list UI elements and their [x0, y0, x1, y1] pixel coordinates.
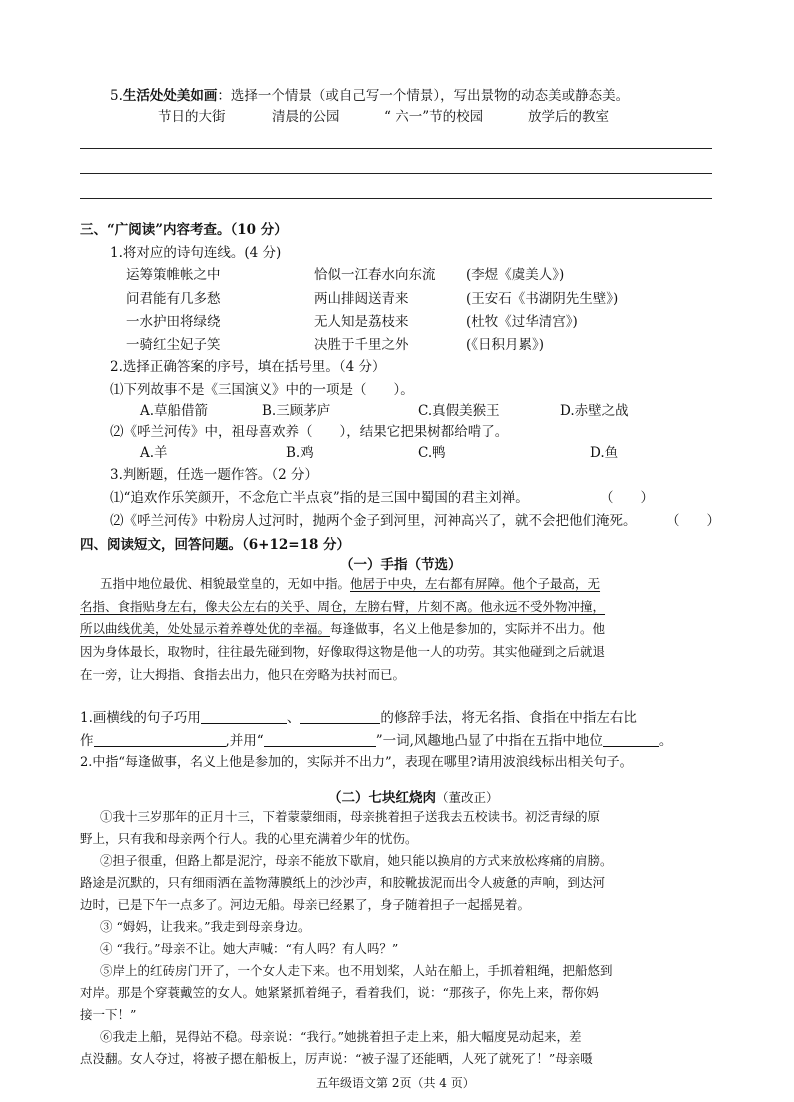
section-3-title: 三、“广阅读”内容考查。（10 分） — [80, 222, 288, 238]
answer-line[interactable] — [80, 148, 712, 149]
question-text: ”一词,风趣地凸显了中指在五指中地位 — [375, 733, 603, 749]
poem-left: 一水护田将绿绕 — [126, 314, 221, 330]
fill-blank[interactable] — [94, 732, 226, 747]
passage-1-line — [80, 598, 605, 616]
poem-right: 恰似一江春水向东流 — [314, 267, 436, 283]
passage-2-author: （董改正） — [436, 790, 499, 805]
sec3-q2b: ⑵《呼兰河传》中，祖母喜欢养（ ），结果它把果树都给啃了。 — [110, 424, 509, 440]
passage-1-title: （一）手指（节选） — [340, 557, 462, 573]
q2b-option: C.鸭 — [418, 445, 446, 461]
sec3-q2a: ⑴下列故事不是《三国演义》中的一项是（ ）。 — [110, 382, 414, 398]
poem-right: 决胜于千里之外 — [314, 337, 409, 353]
q2a-option: A.草船借箭 — [140, 403, 209, 419]
underlined-sentence: 他居于中央，左右都有屏障。他个子最高，无 — [350, 576, 601, 591]
passage-1-line — [100, 575, 600, 593]
passage-2-name: （二）七块红烧肉 — [328, 790, 436, 806]
page-footer: 五年级语文第 2页（共 4 页） — [316, 1076, 475, 1090]
underlined-sentence: 名指、食指贴身左右，像夫公左右的关乎、周仓，左膀右臂，片刻不离。他永远不受外物冲撞， — [80, 599, 606, 614]
answer-paren[interactable]: （ ） — [600, 490, 654, 506]
q2a-option: D.赤壁之战 — [560, 403, 629, 419]
q5-line — [110, 86, 629, 106]
passage-2-line: ②担子很重，但路上都是泥泞，母亲不能放下歇肩，她只能以换肩的方式来放松疼痛的肩膀。 — [100, 853, 613, 868]
q5-instruction: ：选择一个情景（或自己写一个情景），写出景物的动态美或静态美。 — [217, 88, 630, 104]
fill-blank[interactable] — [603, 732, 659, 747]
passage-1-line: 在一旁，让大拇指、食指去出力，他只在旁略为扶衬而已。 — [80, 667, 406, 682]
q2b-option: B.鸡 — [286, 445, 314, 461]
passage-2-line: 边时，已是下午一点多了。河边无船。母亲已经累了，身子随着担子一起摇晃着。 — [80, 897, 531, 912]
p1-q2: 2.中指“每逢做事，名义上他是参加的，实际并不出力”，表现在哪里?请用波浪线标出相关句子。 — [80, 755, 633, 770]
passage-text: 五指中地位最优、相貌最堂皇的，无如中指。 — [100, 576, 351, 591]
poem-left: 一骑红尘妃子笑 — [126, 337, 221, 353]
answer-line[interactable] — [80, 198, 712, 199]
q2a-option: B.三顾茅庐 — [262, 403, 331, 419]
passage-2-line: ④ “我行。”母亲不让。她大声喊：“有人吗？有人吗？” — [100, 941, 399, 956]
passage-2-line: 野上，只有我和母亲两个行人。我的心里充满着少年的忧伤。 — [80, 831, 418, 846]
passage-2-title — [328, 788, 499, 808]
passage-2-line: 对岸。那是个穿蓑戴笠的女人。她紧紧抓着绳子，看着我们，说：“那孩子，你先上来，帮你妈 — [80, 985, 599, 1000]
poem-right: 两山排闼送青来 — [314, 291, 409, 307]
passage-1-line — [80, 620, 605, 638]
p1-q1-line2 — [80, 731, 672, 751]
q5-prefix: 5. — [110, 88, 123, 104]
fill-blank[interactable] — [201, 709, 287, 724]
fill-blank[interactable] — [264, 732, 376, 747]
poem-source: (杜牧《过华清宫》) — [466, 314, 578, 330]
section-4-title: 四、阅读短文，回答问题。（6+12=18 分） — [80, 537, 351, 553]
answer-paren[interactable]: （ ） — [666, 513, 720, 529]
q2a-option: C.真假美猴王 — [418, 403, 500, 419]
question-text: 1.画横线的句子巧用 — [80, 710, 201, 726]
sec3-q3a: ⑴“追欢作乐笑颜开，不念危亡半点哀”指的是三国中蜀国的君主刘禅。 — [110, 490, 529, 506]
q5-option: “ 六一”节的校园 — [384, 109, 484, 125]
fill-blank[interactable] — [300, 709, 380, 724]
passage-2-line: ⑤岸上的红砖房门开了，一个女人走下来。也不用划桨，人站在船上，手抓着粗绳，把船悠到 — [100, 963, 613, 978]
q2b-option: A.羊 — [140, 445, 168, 461]
passage-2-line: 接一下！” — [80, 1007, 137, 1022]
poem-source: (王安石《书湖阴先生壁》) — [466, 291, 619, 307]
question-text: 作 — [80, 733, 94, 749]
question-text: 的修辞手法，将无名指、食指在中指左右比 — [380, 710, 637, 726]
passage-2-line: 点没翻。女人夺过，将被子摁在船板上，厉声说：“被子湿了还能晒，人死了就死了！”母亲嗫 — [80, 1051, 593, 1066]
question-text: ,并用“ — [225, 733, 264, 749]
passage-1-line: 因为身体最长，取物时，往往最先碰到物，好像取得这物是他一人的功劳。其实他碰到之后就退 — [80, 644, 606, 659]
sec3-q1: 1.将对应的诗句连线。(4 分) — [110, 245, 282, 261]
poem-left: 问君能有几多愁 — [126, 291, 221, 307]
underlined-sentence: 所以曲线优美，处处显示着养尊处优的幸福。 — [80, 621, 331, 636]
passage-2-line: ⑥我走上船，晃得站不稳。母亲说：“我行。”她挑着担子走上来，船大幅度晃动起来，差 — [100, 1029, 582, 1044]
p1-q1-line1 — [80, 708, 637, 728]
question-text: 。 — [658, 733, 673, 749]
poem-right: 无人知是荔枝来 — [314, 314, 409, 330]
q5-option: 清晨的公园 — [272, 109, 340, 125]
q5-option: 放学后的教室 — [528, 109, 609, 125]
q5-bold-title: 生活处处美如画 — [122, 88, 218, 104]
sec3-q3: 3.判断题，任选一题作答。（2 分） — [110, 467, 319, 483]
poem-source: (李煜《虞美人》) — [466, 267, 565, 283]
passage-2-line: ①我十三岁那年的正月十三，下着蒙蒙细雨，母亲挑着担子送我去五校读书。初泛青绿的原 — [100, 809, 601, 824]
sec3-q3b: ⑵《呼兰河传》中粉房人过河时，抛两个金子到河里，河神高兴了，就不会把他们淹死。 — [110, 513, 637, 529]
question-text: 、 — [286, 710, 301, 726]
poem-left: 运筹策帷帐之中 — [126, 267, 221, 283]
passage-2-line: ③ “姆妈，让我来。”我走到母亲身边。 — [100, 919, 311, 934]
answer-line[interactable] — [80, 173, 712, 174]
passage-2-line: 路途是沉默的，只有细雨洒在盖物薄膜纸上的沙沙声，和胶靴拔泥而出令人疲惫的声响，到达河 — [80, 875, 606, 890]
q2b-option: D.鱼 — [590, 445, 619, 461]
passage-text: 每逢做事，名义上他是参加的，实际并不出力。他 — [330, 621, 606, 636]
sec3-q2: 2.选择正确答案的序号，填在括号里。（4 分） — [110, 359, 386, 375]
q5-option: 节日的大街 — [158, 109, 226, 125]
poem-source: (《日积月累》) — [466, 337, 545, 353]
